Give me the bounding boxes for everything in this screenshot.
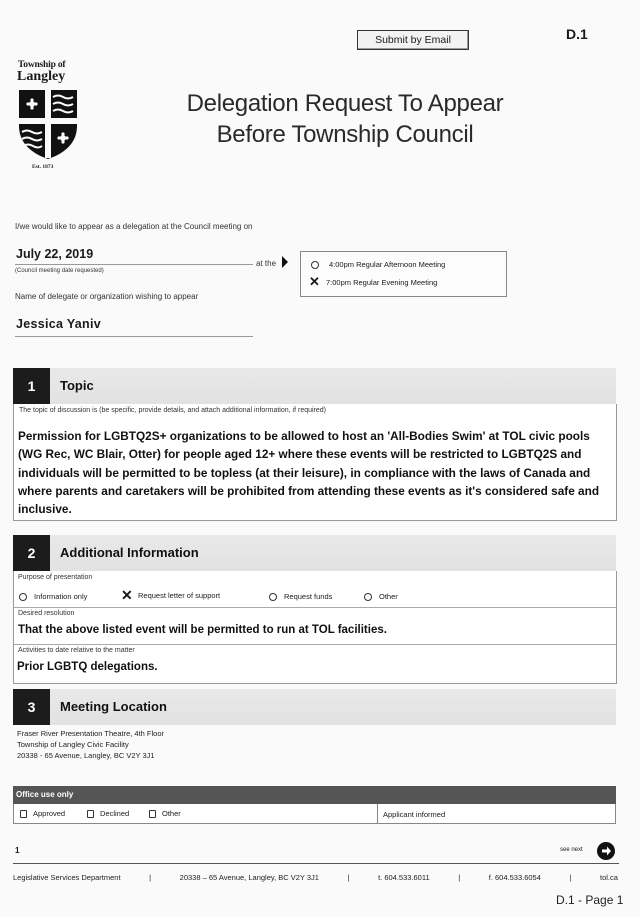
radio-unchecked-icon (269, 593, 277, 601)
document-id: D.1 (566, 26, 588, 42)
footer-address: 20338 – 65 Avenue, Langley, BC V2Y 3J1 (179, 873, 319, 882)
footer-separator: | (149, 873, 152, 882)
footer-separator: | (458, 873, 461, 882)
checkbox-icon (87, 810, 94, 818)
topic-hint: The topic of discussion is (be specific, provide details, and attach additional information, if required) (19, 407, 326, 414)
title-line-1: Delegation Request To Appear (186, 90, 504, 117)
section-number: 1 (13, 368, 50, 404)
purpose-label: Purpose of presentation (18, 574, 93, 581)
office-option-declined[interactable] (87, 809, 129, 818)
purpose-option-label: Information only (34, 592, 88, 601)
activities-field[interactable]: Prior LGBTQ delegations. (17, 661, 158, 673)
date-hint: (Council meeting date requested) (15, 268, 104, 274)
purpose-option-label: Other (379, 592, 398, 601)
divider (377, 804, 378, 823)
footer-contact-info (13, 873, 618, 882)
radio-unchecked-icon (311, 261, 319, 269)
see-next-label: see next (560, 847, 583, 853)
location-line-2: Township of Langley Civic Facility (17, 740, 129, 749)
purpose-option-information[interactable] (19, 592, 87, 601)
section-title: Topic (60, 378, 94, 393)
intro-text: I/we would like to appear as a delegation at the Council meeting on (15, 222, 253, 231)
arrow-right-icon (282, 256, 288, 268)
meeting-option-evening[interactable] (309, 274, 438, 289)
delegate-name-field[interactable]: Jessica Yaniv (16, 317, 101, 331)
section-number: 2 (13, 535, 50, 571)
footer-fax: f. 604.533.6054 (488, 873, 541, 882)
office-option-label: Approved (33, 809, 66, 818)
page-number: 1 (15, 846, 20, 855)
footer-divider (13, 863, 619, 864)
footer-phone: t. 604.533.6011 (378, 873, 430, 882)
office-use-row (13, 804, 616, 824)
office-option-approved[interactable] (20, 809, 65, 818)
section-number: 3 (13, 689, 50, 725)
logo-established: Est. 1873 (32, 164, 54, 170)
office-option-label: Declined (100, 809, 130, 818)
section-title: Additional Information (60, 545, 199, 560)
footer-department: Legislative Services Department (13, 873, 121, 882)
office-use-title: Office use only (16, 790, 74, 799)
location-line-3: 20338 - 65 Avenue, Langley, BC V2Y 3J1 (17, 751, 155, 760)
meeting-time-options (300, 251, 507, 297)
activities-label: Activities to date relative to the matter (18, 647, 135, 654)
meeting-location-address (17, 728, 164, 761)
office-option-label: Other (162, 809, 181, 818)
section-topic-header (13, 368, 616, 404)
logo-text-township: Township of (18, 60, 66, 70)
resolution-field[interactable]: That the above listed event will be permitted to run at TOL facilities. (18, 624, 387, 636)
section-title: Meeting Location (60, 699, 167, 714)
x-checked-icon: ✕ (121, 587, 133, 603)
next-page-arrow-icon[interactable] (597, 842, 615, 860)
name-underline (15, 336, 253, 337)
meeting-option-afternoon[interactable] (311, 260, 445, 269)
township-crest-icon (17, 88, 79, 160)
purpose-option-other[interactable] (364, 592, 398, 601)
logo-text-langley: Langley (17, 69, 66, 84)
footer-website-link[interactable]: tol.ca (600, 873, 618, 882)
at-the-label: at the (256, 259, 277, 268)
delegate-name-label: Name of delegate or organization wishing to appear (15, 292, 199, 301)
divider (14, 607, 616, 608)
section-additional-header (13, 535, 616, 571)
divider (14, 644, 616, 645)
location-line-1: Fraser River Presentation Theatre, 4th Floor (17, 729, 165, 738)
checkbox-icon (149, 810, 156, 818)
office-use-header (13, 786, 616, 804)
submit-by-email-button[interactable]: Submit by Email (357, 30, 469, 50)
page-label: D.1 - Page 1 (556, 893, 624, 907)
radio-unchecked-icon (364, 593, 372, 601)
purpose-option-letter[interactable] (121, 587, 221, 603)
resolution-label: Desired resolution (18, 610, 75, 617)
radio-unchecked-icon (19, 593, 27, 601)
checkbox-icon (20, 810, 27, 818)
applicant-informed-label: Applicant informed (383, 810, 446, 819)
footer-separator: | (569, 873, 572, 882)
title-line-2: Before Township Council (216, 121, 474, 148)
purpose-option-label: Request letter of support (138, 590, 221, 600)
office-option-other[interactable] (149, 809, 181, 818)
meeting-date-field[interactable]: July 22, 2019 (16, 247, 94, 261)
page-title (150, 88, 540, 150)
meeting-option-label: 4:00pm Regular Afternoon Meeting (329, 260, 446, 269)
meeting-option-label: 7:00pm Regular Evening Meeting (326, 277, 438, 287)
section-location-header (13, 689, 616, 725)
purpose-option-funds[interactable] (269, 592, 332, 601)
section-additional-body (13, 571, 617, 684)
topic-field[interactable]: Permission for LGBTQ2S+ organizations to be allowed to host an 'All-Bodies Swim' at TOL civic pools (WG Rec, WC Blair, Otter) for people aged 12+ where these events will be restricted to LGBTQ2S and individuals will be permitted to be topless (at their leisure), in compliance with the laws of Canada and where parents and caretakers will be prohibited from attending these events as it's considered safe and inclusive. (18, 429, 600, 517)
purpose-option-label: Request funds (284, 592, 333, 601)
date-underline (15, 264, 253, 265)
footer-separator: | (347, 873, 350, 882)
x-checked-icon: ✕ (309, 274, 320, 289)
